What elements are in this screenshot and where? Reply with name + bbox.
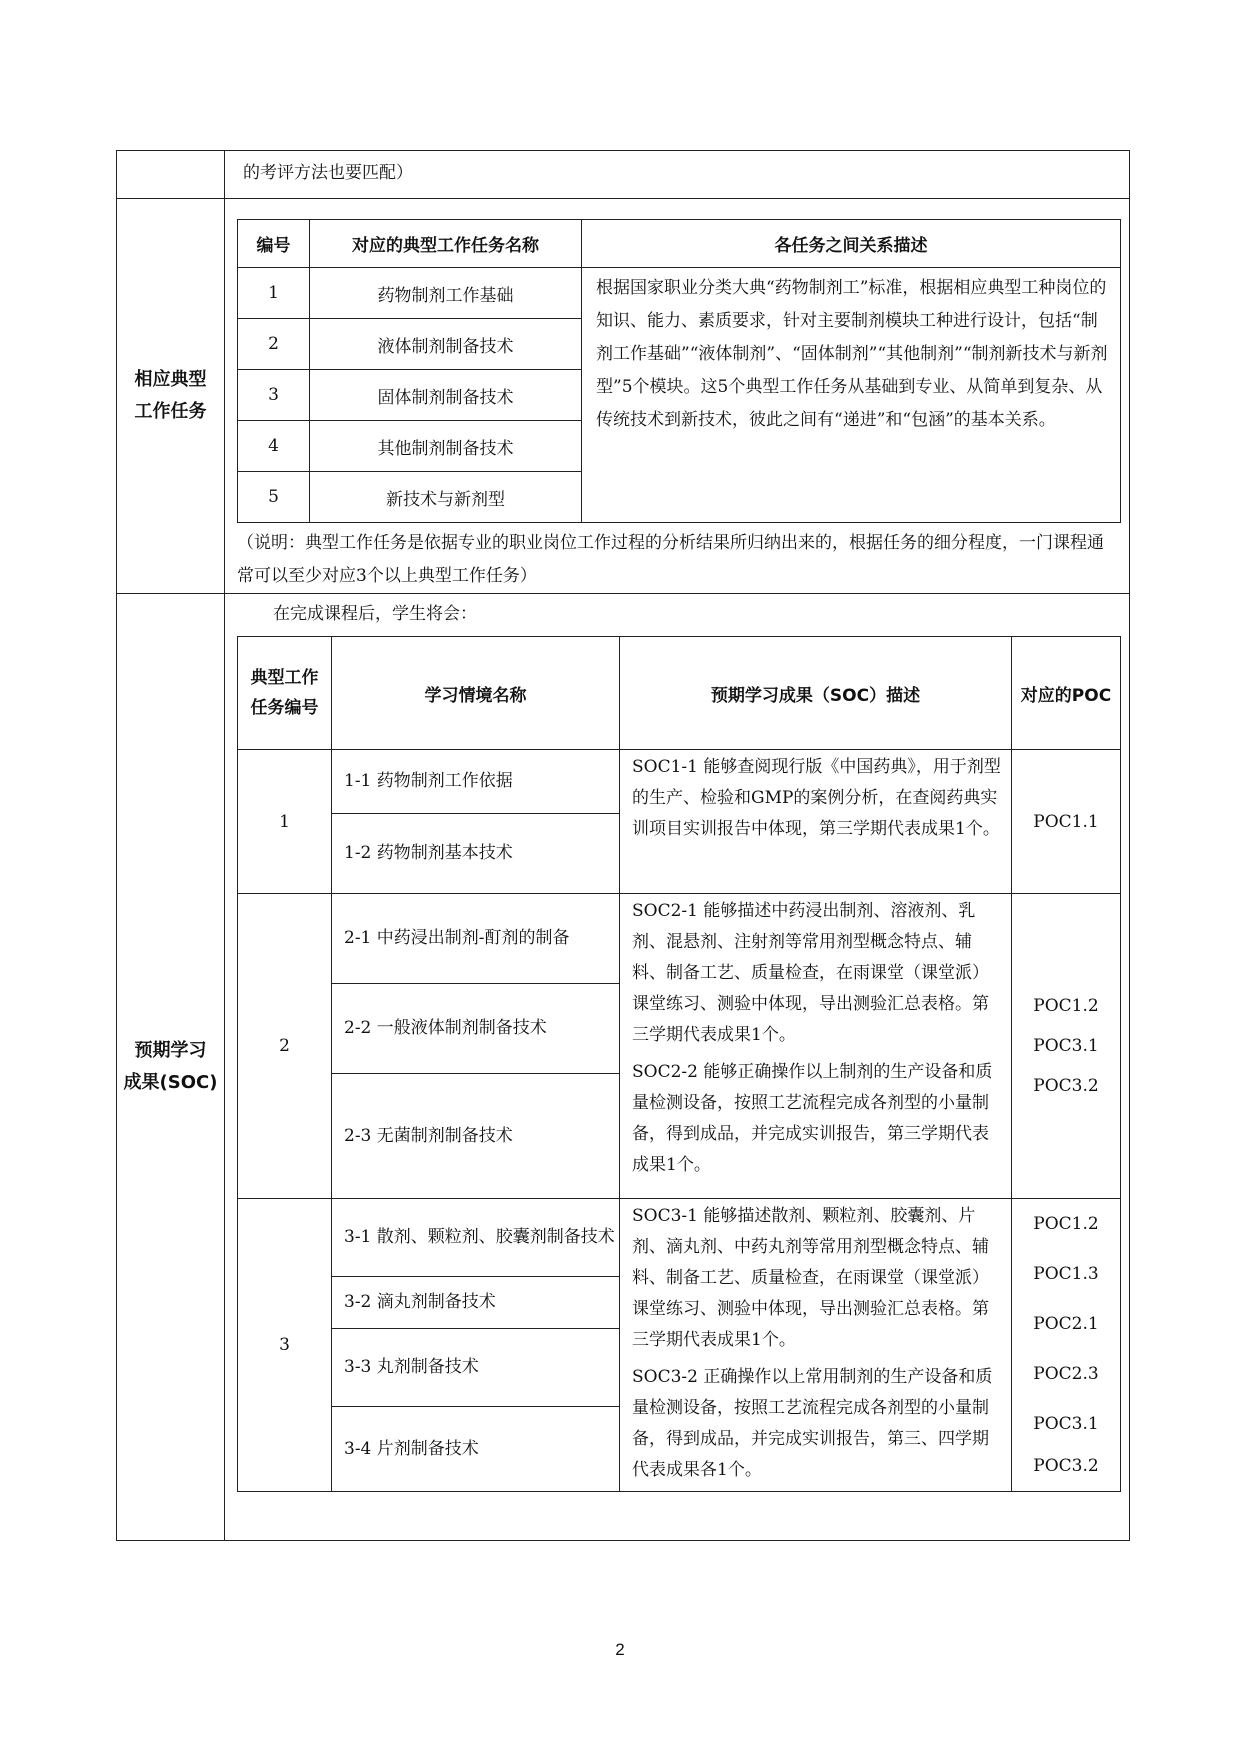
soc-entry: SOC3-2 正确操作以上常用制剂的生产设备和质量检测设备，按照工艺流程完成各剂型的小量制备，得到成品，并完成实训报告，第三、四学期代表成果各1个。 <box>632 1367 993 1480</box>
task-no: 4 <box>238 421 310 472</box>
soc-entry: SOC2-1 能够描述中药浸出制剂、溶液剂、乳剂、混悬剂、注射剂等常用剂型概念特点、辅料、制备工艺、质量检查，在雨课堂（课堂派）课堂练习、测验中体现，导出测验汇总表格。第三学期代表成果1个。 <box>632 901 989 1045</box>
soc-group-3-row <box>238 1199 1121 1277</box>
soc-entry: SOC3-1 能够描述散剂、颗粒剂、胶囊剂、片剂、滴丸剂、中药丸剂等常用剂型概念特点、辅料、制备工艺、质量检查，在雨课堂（课堂派）课堂练习、测验中体现，导出测验汇总表格。第三学期代表成果1个。 <box>632 1206 989 1350</box>
poc-item: POC2.1 <box>1033 1314 1099 1334</box>
poc-item: POC2.3 <box>1033 1364 1099 1384</box>
soc-header-task-no: 典型工作任务编号 <box>238 637 332 750</box>
soc-description <box>620 894 1012 1199</box>
soc-task-no: 1 <box>238 750 332 894</box>
soc-header-row <box>238 637 1121 750</box>
situation-item: 1-2 药物制剂基本技术 <box>332 814 620 894</box>
situation-item: 2-2 一般液体制剂制备技术 <box>332 984 620 1074</box>
soc-task-no: 3 <box>238 1199 332 1492</box>
task-name: 药物制剂工作基础 <box>310 268 582 319</box>
tasks-header-row <box>238 220 1121 268</box>
soc-group-1-row <box>238 750 1121 814</box>
soc-label-line1: 预期学习 <box>134 1040 207 1061</box>
poc-item: POC1.2 <box>1033 996 1099 1016</box>
soc-label <box>117 594 225 1541</box>
task-name: 其他制剂制备技术 <box>310 421 582 472</box>
soc-header-situation: 学习情境名称 <box>332 637 620 750</box>
soc-entry: SOC1-1 能够查阅现行版《中国药典》，用于剂型的生产、检验和GMP的案例分析，在查阅药典实训项目实训报告中体现，第三学期代表成果1个。 <box>632 757 1001 839</box>
task-row <box>238 268 1121 319</box>
tasks-header-relation: 各任务之间关系描述 <box>582 220 1121 268</box>
soc-header-poc: 对应的POC <box>1012 637 1121 750</box>
soc-table <box>237 636 1121 1492</box>
continuation-text: 的考评方法也要匹配） <box>225 151 1130 199</box>
continuation-label-cell <box>117 151 225 199</box>
tasks-label-line2: 工作任务 <box>134 401 207 422</box>
task-no: 1 <box>238 268 310 319</box>
poc-item: POC3.2 <box>1033 1456 1099 1476</box>
tasks-label <box>117 199 225 594</box>
situation-item: 2-3 无菌制剂制备技术 <box>332 1074 620 1199</box>
soc-row <box>117 594 1130 1541</box>
soc-entry: SOC2-2 能够正确操作以上制剂的生产设备和质量检测设备，按照工艺流程完成各剂型的小量制备，得到成品，并完成实训报告，第三学期代表成果1个。 <box>632 1062 993 1175</box>
soc-intro: 在完成课程后，学生将会： <box>273 604 477 624</box>
situation-item: 2-1 中药浸出制剂-酊剂的制备 <box>332 894 620 984</box>
tasks-content <box>225 199 1130 594</box>
task-name: 固体制剂制备技术 <box>310 370 582 421</box>
situation-item: 3-4 片剂制备技术 <box>332 1407 620 1492</box>
task-name: 新技术与新剂型 <box>310 472 582 523</box>
poc-cell <box>1012 894 1121 1199</box>
soc-description <box>620 750 1012 894</box>
task-no: 3 <box>238 370 310 421</box>
situation-item: 3-3 丸剂制备技术 <box>332 1329 620 1407</box>
situation-item: 3-1 散剂、颗粒剂、胶囊剂制备技术 <box>332 1199 620 1277</box>
tasks-table <box>237 219 1121 523</box>
tasks-row <box>117 199 1130 594</box>
course-table <box>116 150 1130 1541</box>
soc-description <box>620 1199 1012 1492</box>
continuation-row <box>117 151 1130 199</box>
soc-header-description: 预期学习成果（SOC）描述 <box>620 637 1012 750</box>
situation-item: 1-1 药物制剂工作依据 <box>332 750 620 814</box>
poc-item: POC3.1 <box>1033 1036 1099 1056</box>
soc-label-line2: 成果(SOC) <box>123 1072 218 1093</box>
page-number: 2 <box>615 1640 625 1659</box>
poc-cell <box>1012 1199 1121 1492</box>
task-no: 5 <box>238 472 310 523</box>
task-name: 液体制剂制备技术 <box>310 319 582 370</box>
tasks-label-line1: 相应典型 <box>134 369 207 390</box>
poc-item: POC3.1 <box>1033 1414 1099 1434</box>
task-relation-description: 根据国家职业分类大典“药物制剂工”标准，根据相应典型工种岗位的知识、能力、素质要求，针对主要制剂模块工种进行设计，包括“制剂工作基础”“液体制剂”、“固体制剂”“其他制剂”“制剂新技术与新剂型”5个模块。这5个典型工作任务从基础到专业、从简单到复杂、从传统技术到新技术，彼此之间有“递进”和“包涵”的基本关系。 <box>582 268 1121 523</box>
situation-item: 3-2 滴丸剂制备技术 <box>332 1277 620 1329</box>
poc-item: POC1.3 <box>1033 1264 1099 1284</box>
soc-content <box>225 594 1130 1541</box>
task-no: 2 <box>238 319 310 370</box>
tasks-header-name: 对应的典型工作任务名称 <box>310 220 582 268</box>
poc-item: POC1.2 <box>1033 1214 1099 1234</box>
soc-task-no: 2 <box>238 894 332 1199</box>
poc-item: POC3.2 <box>1033 1076 1099 1096</box>
poc-cell <box>1012 750 1121 894</box>
tasks-header-no: 编号 <box>238 220 310 268</box>
poc-item: POC1.1 <box>1033 811 1099 832</box>
tasks-note: （说明：典型工作任务是依据专业的职业岗位工作过程的分析结果所归纳出来的，根据任务的细分程度，一门课程通常可以至少对应3个以上典型工作任务） <box>237 533 1104 586</box>
soc-group-2-row <box>238 894 1121 984</box>
